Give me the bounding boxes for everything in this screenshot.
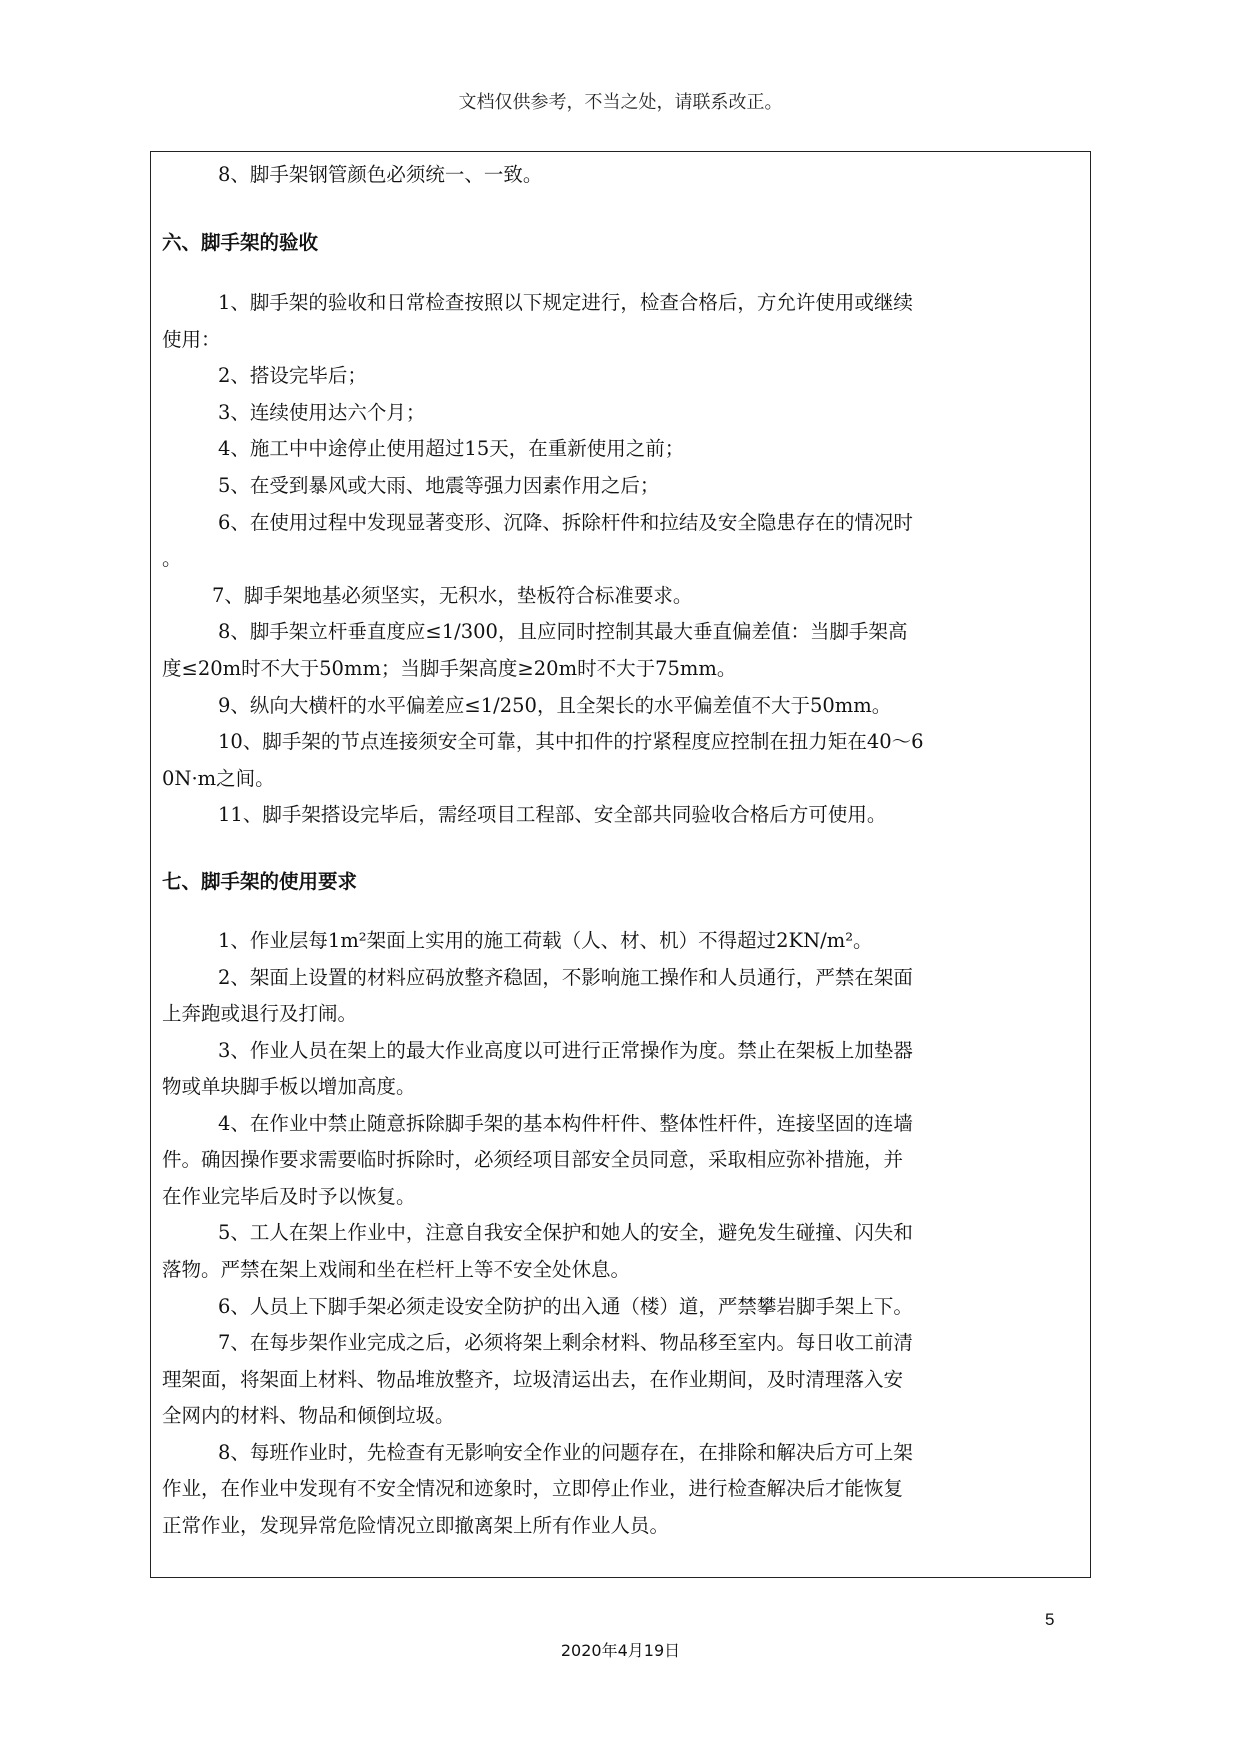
- section-heading-6: 六、脚手架的验收: [162, 231, 319, 254]
- paragraph: 3、作业人员在架上的最大作业高度以可进行正常操作为度。禁止在架板上加垫器: [218, 1039, 913, 1062]
- paragraph: 5、工人在架上作业中，注意自我安全保护和她人的安全，避免发生碰撞、闪失和: [218, 1221, 913, 1244]
- paragraph: 3、连续使用达六个月；: [218, 401, 426, 424]
- paragraph: 物或单块脚手板以增加高度。: [162, 1075, 416, 1098]
- section-heading-7: 七、脚手架的使用要求: [162, 870, 358, 893]
- paragraph: 作业，在作业中发现有不安全情况和迹象时，立即停止作业，进行检查解决后才能恢复: [162, 1477, 904, 1500]
- paragraph: 9、纵向大横杆的水平偏差应≤1/250，且全架长的水平偏差值不大于50mm。: [218, 694, 892, 717]
- paragraph: 正常作业，发现异常危险情况立即撤离架上所有作业人员。: [162, 1514, 670, 1537]
- paragraph: 6、在使用过程中发现显著变形、沉降、拆除杆件和拉结及安全隐患存在的情况时: [218, 511, 913, 534]
- paragraph: 1、脚手架的验收和日常检查按照以下规定进行，检查合格后，方允许使用或继续: [218, 291, 913, 314]
- paragraph: 1、作业层每1m²架面上实用的施工荷载（人、材、机）不得超过2KN/m²。: [218, 929, 873, 952]
- paragraph: 落物。严禁在架上戏闹和坐在栏杆上等不安全处休息。: [162, 1258, 631, 1281]
- paragraph: 全网内的材料、物品和倾倒垃圾。: [162, 1404, 455, 1427]
- paragraph: 4、在作业中禁止随意拆除脚手架的基本构件杆件、整体性杆件，连接坚固的连墙: [218, 1112, 913, 1135]
- paragraph: 5、在受到暴风或大雨、地震等强力因素作用之后；: [218, 474, 660, 497]
- paragraph: 度≤20m时不大于50mm；当脚手架高度≥20m时不大于75mm。: [162, 657, 737, 680]
- paragraph: 10、脚手架的节点连接须安全可靠，其中扣件的拧紧程度应控制在扭力矩在40～6: [218, 730, 924, 753]
- paragraph: 8、每班作业时，先检查有无影响安全作业的问题存在，在排除和解决后方可上架: [218, 1441, 913, 1464]
- paragraph: 8、脚手架钢管颜色必须统一、一致。: [218, 163, 543, 186]
- page-header: 文档仅供参考，不当之处，请联系改正。: [458, 92, 783, 113]
- paragraph: 2、搭设完毕后；: [218, 364, 367, 387]
- page-number: 5: [1045, 1610, 1055, 1629]
- footer-date: 2020年4月19日: [560, 1641, 681, 1660]
- paragraph: 8、脚手架立杆垂直度应≤1/300，且应同时控制其最大垂直偏差值：当脚手架高: [218, 620, 908, 643]
- paragraph: 在作业完毕后及时予以恢复。: [162, 1185, 416, 1208]
- paragraph: 件。确因操作要求需要临时拆除时，必须经项目部安全员同意，采取相应弥补措施，并: [162, 1148, 904, 1171]
- paragraph: 6、人员上下脚手架必须走设安全防护的出入通（楼）道，严禁攀岩脚手架上下。: [218, 1295, 913, 1318]
- paragraph: 4、施工中中途停止使用超过15天，在重新使用之前；: [218, 437, 685, 460]
- paragraph: 上奔跑或退行及打闹。: [162, 1002, 358, 1025]
- paragraph: 11、脚手架搭设完毕后，需经项目工程部、安全部共同验收合格后方可使用。: [218, 803, 887, 826]
- paragraph: 理架面，将架面上材料、物品堆放整齐，垃圾清运出去，在作业期间，及时清理落入安: [162, 1368, 904, 1391]
- paragraph: 使用：: [162, 328, 221, 351]
- paragraph: 7、在每步架作业完成之后，必须将架上剩余材料、物品移至室内。每日收工前清: [218, 1331, 913, 1354]
- paragraph: 。: [162, 547, 182, 570]
- paragraph: 0N·m之间。: [162, 767, 275, 790]
- paragraph: 2、架面上设置的材料应码放整齐稳固，不影响施工操作和人员通行，严禁在架面: [218, 966, 913, 989]
- paragraph: 7、脚手架地基必须坚实，无积水，垫板符合标准要求。: [212, 584, 693, 607]
